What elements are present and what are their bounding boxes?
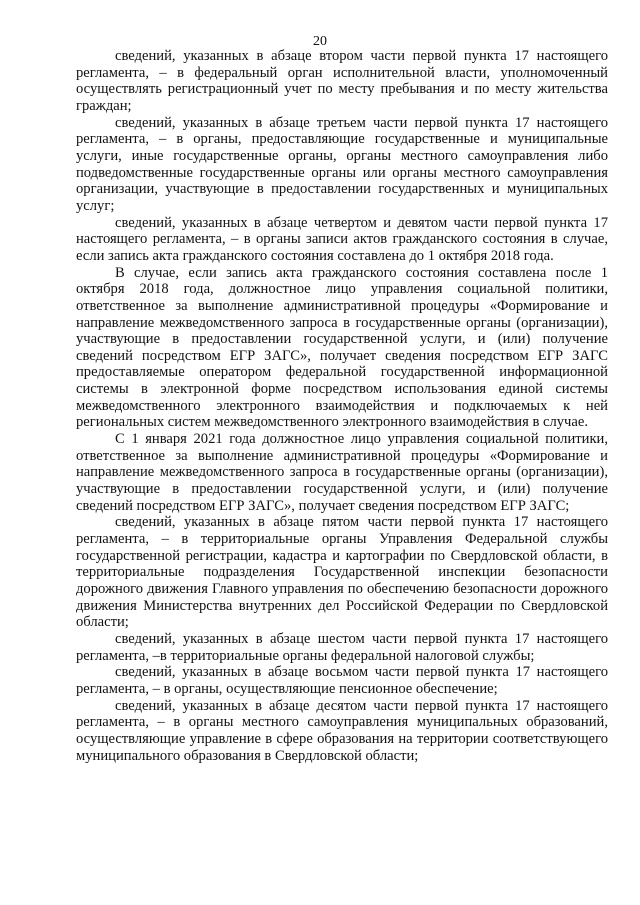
paragraph: сведений, указанных в абзаце втором части первой пункта 17 настоящего регламента, – в федеральный орган исполнительной власти, уполномоченный осуществлять регистрационный учет по месту пребывания и по месту жительства граждан; (76, 48, 608, 114)
paragraph: сведений, указанных в абзаце десятом части первой пункта 17 настоящего регламента, – в органы местного самоуправления муниципальных образований, осуществляющие управление в сфере образования на территории соответствующего муниципального образования в Свердловской области; (76, 697, 608, 764)
paragraph: сведений, указанных в абзаце пятом части первой пункта 17 настоящего регламента, – в территориальные органы Управления Федеральной службы государственной регистрации, кадастра и картографии по Свердловской области, в территориальные подразделения Государственной инспекции безопасности дорожного движения Главного управления по обеспечению безопасности дорожного движения Министерства внутренних дел Российской Федерации по Свердловской области; (76, 514, 608, 631)
paragraph: сведений, указанных в абзаце третьем части первой пункта 17 настоящего регламента, – в органы, предоставляющие государственные и муниципальные услуги, иные государственные органы, органы местного самоуправления либо подведомственные государственные органы или органы местного самоуправления организации, участвующие в предоставлении государственных и муниципальных услуг; (76, 114, 608, 214)
document-body (76, 48, 608, 764)
page-number: 20 (313, 34, 327, 49)
paragraph: С 1 января 2021 года должностное лицо управления социальной политики, ответственное за выполнение административной процедуры «Формирование и направление межведомственного запроса в государственные органы (организации), участвующие в предоставлении государственной услуги, и (или) получение сведений посредством ЕГР ЗАГС», получает сведения посредством ЕГР ЗАГС; (76, 431, 608, 514)
paragraph: сведений, указанных в абзаце четвертом и девятом части первой пункта 17 настоящего регламента, – в органы записи актов гражданского состояния в случае, если запись акта гражданского состояния составлена до 1 октября 2018 года. (76, 214, 608, 264)
paragraph: сведений, указанных в абзаце восьмом части первой пункта 17 настоящего регламента, – в органы, осуществляющие пенсионное обеспечение; (76, 664, 608, 697)
paragraph: сведений, указанных в абзаце шестом части первой пункта 17 настоящего регламента, –в территориальные органы федеральной налоговой службы; (76, 630, 608, 664)
paragraph: В случае, если запись акта гражданского состояния составлена после 1 октября 2018 года, должностное лицо управления социальной политики, ответственное за выполнение административной процедуры «Формирование и направление межведомственного запроса в государственные органы (организации), участвующие в предоставлении государственной услуги, и (или) получение сведений посредством ЕГР ЗАГС», получает сведения посредством ЕГР ЗАГС предоставляемые оператором федеральной государственной информационной системы в электронной форме посредством использования единой системы межведомственного электронного взаимодействия и подключаемых к ней региональных систем межведомственного электронного взаимодействия в случае. (76, 264, 608, 431)
